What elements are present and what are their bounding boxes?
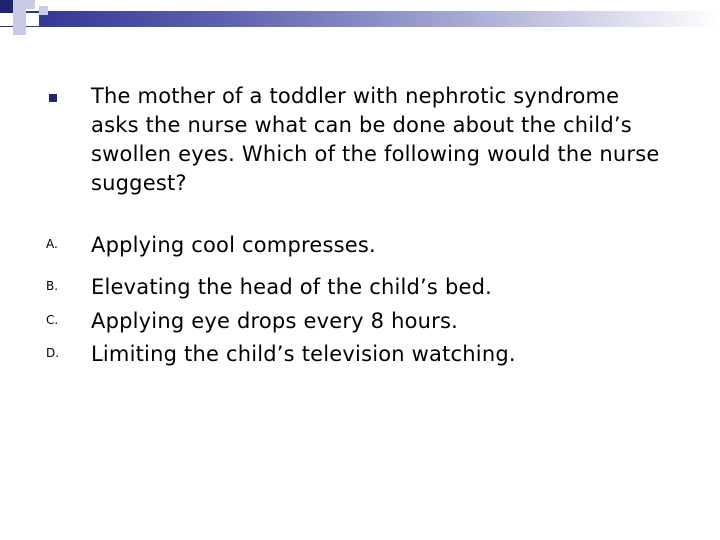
question-text: The mother of a toddler with nephrotic syndrome asks the nurse what can be done about the child’s swollen eyes. Which of the following would the nurse suggest? <box>91 84 660 195</box>
option-text: Applying eye drops every 8 hours. <box>91 309 459 333</box>
option-letter: A. <box>46 237 58 251</box>
square-bullet-icon <box>49 94 57 102</box>
option-letter: D. <box>46 346 60 360</box>
option-text: Elevating the head of the child’s bed. <box>91 275 493 299</box>
option-letter: B. <box>46 279 59 293</box>
option-text: Limiting the child’s television watching. <box>91 342 516 366</box>
option-text: Applying cool compresses. <box>91 233 376 257</box>
option-letter: C. <box>46 313 59 327</box>
